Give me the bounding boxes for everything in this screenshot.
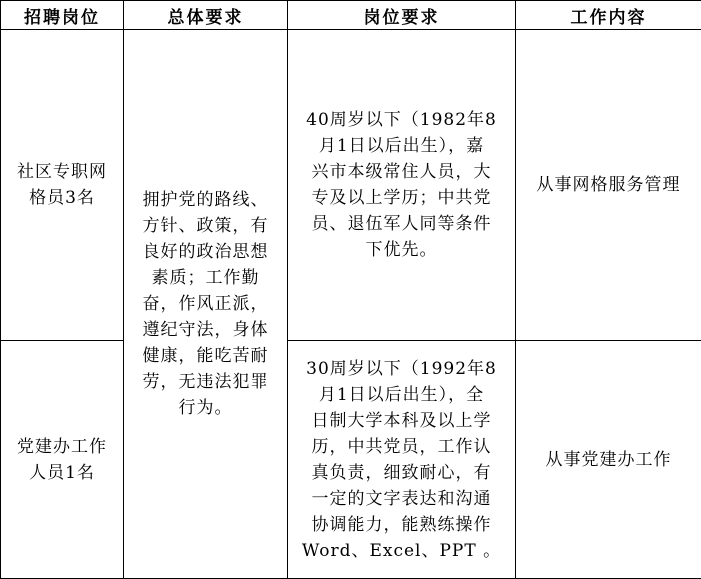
duty-cell [516,30,701,341]
post-requirement-cell [288,30,516,341]
header-post-requirement: 岗位要求 [288,1,516,30]
general-requirement-text: 拥护党的路线、 方针、政策，有 良好的政治思想 素质；工作勤 奋，作风正派， 遵纪守法，身体 健康，能吃苦耐 劳，无违法犯罪 行为。 [128,187,283,421]
position-cell [1,341,124,579]
table-row [1,30,701,341]
header-general-requirement: 总体要求 [124,1,288,30]
header-duty: 工作内容 [516,1,701,30]
post-requirement-text: 30周岁以下（1992年8 月1日以后出生），全 日制大学本科及以上学 历，中共党员，工作认 真负责，细致耐心，有 一定的文字表达和沟通 协调能力，能熟练操作 Word、Excel、PPT 。 [292,356,511,564]
table-row [1,341,701,579]
header-row [1,1,701,30]
duty-text: 从事网格服务管理 [520,172,697,198]
duty-text: 从事党建办工作 [520,447,697,473]
position-name: 党建办工作 人员1名 [5,434,119,486]
position-name: 社区专职网 格员3名 [5,159,119,211]
general-requirement-cell [124,30,288,579]
duty-cell [516,341,701,579]
position-cell [1,30,124,341]
post-requirement-text: 40周岁以下（1982年8 月1日以后出生），嘉 兴市本级常住人员，大 专及以上学历；中共党 员、退伍军人同等条件 下优先。 [292,107,511,263]
header-position: 招聘岗位 [1,1,124,30]
post-requirement-cell [288,341,516,579]
